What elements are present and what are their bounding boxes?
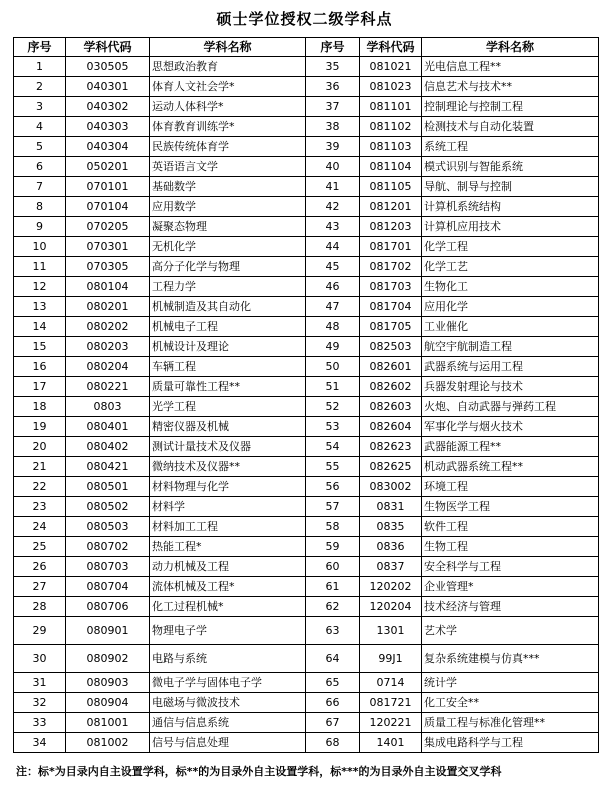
subject-name: 材料物理与化学 <box>150 477 306 497</box>
row-index: 35 <box>306 57 360 77</box>
subject-code: 081702 <box>360 257 422 277</box>
table-row <box>14 597 599 617</box>
row-index: 31 <box>14 673 66 693</box>
page-title: 硕士学位授权二级学科点 <box>216 10 393 28</box>
subject-name: 工程力学 <box>150 277 306 297</box>
table-row <box>14 645 599 673</box>
row-index: 17 <box>14 377 66 397</box>
header-code: 学科代码 <box>360 38 422 57</box>
row-index: 48 <box>306 317 360 337</box>
row-index: 4 <box>14 117 66 137</box>
row-index: 36 <box>306 77 360 97</box>
row-index: 24 <box>14 517 66 537</box>
subject-code: 081021 <box>360 57 422 77</box>
row-index: 3 <box>14 97 66 117</box>
table-row <box>14 617 599 645</box>
subject-name: 电磁场与微波技术 <box>150 693 306 713</box>
row-index: 63 <box>306 617 360 645</box>
row-index: 56 <box>306 477 360 497</box>
header-name: 学科名称 <box>422 38 599 57</box>
subject-code: 080901 <box>66 617 150 645</box>
subject-name: 通信与信息系统 <box>150 713 306 733</box>
row-index: 42 <box>306 197 360 217</box>
table-row <box>14 693 599 713</box>
subject-name: 流体机械及工程* <box>150 577 306 597</box>
row-index: 43 <box>306 217 360 237</box>
row-index: 39 <box>306 137 360 157</box>
subject-code: 081721 <box>360 693 422 713</box>
subject-code: 050201 <box>66 157 150 177</box>
row-index: 51 <box>306 377 360 397</box>
subject-code: 120204 <box>360 597 422 617</box>
table-row <box>14 713 599 733</box>
row-index: 14 <box>14 317 66 337</box>
subject-code: 081201 <box>360 197 422 217</box>
row-index: 19 <box>14 417 66 437</box>
row-index: 6 <box>14 157 66 177</box>
subject-name: 模式识别与智能系统 <box>422 157 599 177</box>
row-index: 8 <box>14 197 66 217</box>
table-row <box>14 437 599 457</box>
row-index: 32 <box>14 693 66 713</box>
row-index: 26 <box>14 557 66 577</box>
subject-name: 化工过程机械* <box>150 597 306 617</box>
subject-code: 0714 <box>360 673 422 693</box>
subject-code: 082604 <box>360 417 422 437</box>
header-row <box>14 38 599 57</box>
row-index: 29 <box>14 617 66 645</box>
subject-name: 机械设计及理论 <box>150 337 306 357</box>
row-index: 62 <box>306 597 360 617</box>
subject-code: 080704 <box>66 577 150 597</box>
row-index: 5 <box>14 137 66 157</box>
subject-code: 080202 <box>66 317 150 337</box>
row-index: 57 <box>306 497 360 517</box>
subject-name: 兵器发射理论与技术 <box>422 377 599 397</box>
subject-name: 化学工艺 <box>422 257 599 277</box>
subject-code: 070205 <box>66 217 150 237</box>
subject-name: 化学工程 <box>422 237 599 257</box>
subject-code: 040301 <box>66 77 150 97</box>
row-index: 22 <box>14 477 66 497</box>
table-row <box>14 317 599 337</box>
row-index: 64 <box>306 645 360 673</box>
subject-name: 化工安全** <box>422 693 599 713</box>
row-index: 21 <box>14 457 66 477</box>
subject-name: 思想政治教育 <box>150 57 306 77</box>
row-index: 49 <box>306 337 360 357</box>
row-index: 52 <box>306 397 360 417</box>
table-row <box>14 237 599 257</box>
table-row <box>14 137 599 157</box>
subject-name: 热能工程* <box>150 537 306 557</box>
row-index: 45 <box>306 257 360 277</box>
table-row <box>14 297 599 317</box>
subject-name: 统计学 <box>422 673 599 693</box>
subject-code: 083002 <box>360 477 422 497</box>
subject-name: 英语语言文学 <box>150 157 306 177</box>
subject-name: 信号与信息处理 <box>150 733 306 753</box>
subject-code: 082625 <box>360 457 422 477</box>
subject-name: 航空宇航制造工程 <box>422 337 599 357</box>
table-row <box>14 77 599 97</box>
table-row <box>14 157 599 177</box>
subject-code: 081105 <box>360 177 422 197</box>
subject-name: 生物工程 <box>422 537 599 557</box>
subject-name: 检测技术与自动化装置 <box>422 117 599 137</box>
row-index: 44 <box>306 237 360 257</box>
subject-code: 120202 <box>360 577 422 597</box>
subject-code: 080221 <box>66 377 150 397</box>
table-row <box>14 417 599 437</box>
subject-name: 运动人体科学* <box>150 97 306 117</box>
subject-name: 动力机械及工程 <box>150 557 306 577</box>
row-index: 67 <box>306 713 360 733</box>
row-index: 9 <box>14 217 66 237</box>
subject-name: 机械电子工程 <box>150 317 306 337</box>
row-index: 23 <box>14 497 66 517</box>
subject-name: 软件工程 <box>422 517 599 537</box>
subject-name: 民族传统体育学 <box>150 137 306 157</box>
footnote: 注：标*为目录内自主设置学科，标**的为目录外自主设置学科，标***的为目录外自主设置交叉学科 <box>16 765 502 778</box>
subject-code: 080706 <box>66 597 150 617</box>
subject-name: 火炮、自动武器与弹药工程 <box>422 397 599 417</box>
row-index: 13 <box>14 297 66 317</box>
subject-code: 0836 <box>360 537 422 557</box>
row-index: 15 <box>14 337 66 357</box>
subject-code: 082601 <box>360 357 422 377</box>
subject-name: 企业管理* <box>422 577 599 597</box>
subject-name: 计算机系统结构 <box>422 197 599 217</box>
subject-name: 环境工程 <box>422 477 599 497</box>
table-row <box>14 517 599 537</box>
subject-name: 技术经济与管理 <box>422 597 599 617</box>
subject-code: 081002 <box>66 733 150 753</box>
subject-name: 光电信息工程** <box>422 57 599 77</box>
header-index: 序号 <box>306 38 360 57</box>
table-row <box>14 217 599 237</box>
subject-name: 体育教育训练学* <box>150 117 306 137</box>
subject-name: 机动武器系统工程** <box>422 457 599 477</box>
subject-name: 精密仪器及机械 <box>150 417 306 437</box>
table-row <box>14 673 599 693</box>
subject-code: 120221 <box>360 713 422 733</box>
subject-name: 生物医学工程 <box>422 497 599 517</box>
subject-name: 艺术学 <box>422 617 599 645</box>
subject-code: 080104 <box>66 277 150 297</box>
row-index: 55 <box>306 457 360 477</box>
subject-code: 0837 <box>360 557 422 577</box>
table-row <box>14 733 599 753</box>
subject-name: 复杂系统建模与仿真*** <box>422 645 599 673</box>
subject-name: 机械制造及其自动化 <box>150 297 306 317</box>
row-index: 12 <box>14 277 66 297</box>
table-row <box>14 577 599 597</box>
subject-name: 无机化学 <box>150 237 306 257</box>
table-row <box>14 277 599 297</box>
table-row <box>14 497 599 517</box>
subject-name: 武器系统与运用工程 <box>422 357 599 377</box>
row-index: 41 <box>306 177 360 197</box>
subject-name: 应用数学 <box>150 197 306 217</box>
subject-name: 光学工程 <box>150 397 306 417</box>
row-index: 28 <box>14 597 66 617</box>
row-index: 18 <box>14 397 66 417</box>
subject-code: 081704 <box>360 297 422 317</box>
row-index: 27 <box>14 577 66 597</box>
row-index: 40 <box>306 157 360 177</box>
subject-name: 高分子化学与物理 <box>150 257 306 277</box>
row-index: 50 <box>306 357 360 377</box>
subject-code: 081701 <box>360 237 422 257</box>
subject-code: 082503 <box>360 337 422 357</box>
row-index: 65 <box>306 673 360 693</box>
subject-code: 081001 <box>66 713 150 733</box>
discipline-table <box>13 37 599 753</box>
table-row <box>14 457 599 477</box>
row-index: 30 <box>14 645 66 673</box>
row-index: 2 <box>14 77 66 97</box>
row-index: 53 <box>306 417 360 437</box>
subject-name: 安全科学与工程 <box>422 557 599 577</box>
subject-code: 080501 <box>66 477 150 497</box>
row-index: 59 <box>306 537 360 557</box>
subject-code: 1301 <box>360 617 422 645</box>
subject-code: 080402 <box>66 437 150 457</box>
subject-code: 080503 <box>66 517 150 537</box>
subject-name: 体育人文社会学* <box>150 77 306 97</box>
row-index: 54 <box>306 437 360 457</box>
subject-name: 军事化学与烟火技术 <box>422 417 599 437</box>
subject-code: 0803 <box>66 397 150 417</box>
row-index: 66 <box>306 693 360 713</box>
subject-name: 应用化学 <box>422 297 599 317</box>
table-row <box>14 537 599 557</box>
subject-name: 材料加工工程 <box>150 517 306 537</box>
subject-name: 材料学 <box>150 497 306 517</box>
subject-code: 081203 <box>360 217 422 237</box>
subject-code: 080401 <box>66 417 150 437</box>
row-index: 11 <box>14 257 66 277</box>
subject-name: 工业催化 <box>422 317 599 337</box>
subject-name: 基础数学 <box>150 177 306 197</box>
subject-name: 计算机应用技术 <box>422 217 599 237</box>
subject-code: 030505 <box>66 57 150 77</box>
subject-name: 质量工程与标准化管理** <box>422 713 599 733</box>
subject-name: 车辆工程 <box>150 357 306 377</box>
subject-code: 081101 <box>360 97 422 117</box>
subject-code: 070104 <box>66 197 150 217</box>
table-row <box>14 337 599 357</box>
row-index: 58 <box>306 517 360 537</box>
subject-name: 质量可靠性工程** <box>150 377 306 397</box>
subject-name: 测试计量技术及仪器 <box>150 437 306 457</box>
subject-code: 99J1 <box>360 645 422 673</box>
subject-code: 081103 <box>360 137 422 157</box>
subject-code: 082602 <box>360 377 422 397</box>
subject-code: 1401 <box>360 733 422 753</box>
subject-code: 070101 <box>66 177 150 197</box>
subject-name: 导航、制导与控制 <box>422 177 599 197</box>
subject-name: 微纳技术及仪器** <box>150 457 306 477</box>
subject-code: 080203 <box>66 337 150 357</box>
table-row <box>14 197 599 217</box>
table-row <box>14 97 599 117</box>
subject-code: 080903 <box>66 673 150 693</box>
subject-code: 081705 <box>360 317 422 337</box>
subject-name: 物理电子学 <box>150 617 306 645</box>
subject-code: 080703 <box>66 557 150 577</box>
table-row <box>14 57 599 77</box>
subject-name: 集成电路科学与工程 <box>422 733 599 753</box>
subject-code: 080702 <box>66 537 150 557</box>
row-index: 68 <box>306 733 360 753</box>
subject-code: 081703 <box>360 277 422 297</box>
subject-code: 080904 <box>66 693 150 713</box>
table-row <box>14 177 599 197</box>
subject-name: 信息艺术与技术** <box>422 77 599 97</box>
subject-name: 生物化工 <box>422 277 599 297</box>
row-index: 7 <box>14 177 66 197</box>
table-row <box>14 117 599 137</box>
row-index: 10 <box>14 237 66 257</box>
subject-name: 微电子学与固体电子学 <box>150 673 306 693</box>
row-index: 34 <box>14 733 66 753</box>
row-index: 25 <box>14 537 66 557</box>
subject-code: 081104 <box>360 157 422 177</box>
subject-name: 系统工程 <box>422 137 599 157</box>
subject-name: 武器能源工程** <box>422 437 599 457</box>
subject-code: 040302 <box>66 97 150 117</box>
row-index: 61 <box>306 577 360 597</box>
row-index: 38 <box>306 117 360 137</box>
subject-name: 电路与系统 <box>150 645 306 673</box>
header-name: 学科名称 <box>150 38 306 57</box>
subject-code: 070301 <box>66 237 150 257</box>
subject-code: 0831 <box>360 497 422 517</box>
table-row <box>14 397 599 417</box>
header-index: 序号 <box>14 38 66 57</box>
row-index: 33 <box>14 713 66 733</box>
subject-code: 080201 <box>66 297 150 317</box>
header-code: 学科代码 <box>66 38 150 57</box>
row-index: 60 <box>306 557 360 577</box>
row-index: 1 <box>14 57 66 77</box>
subject-name: 控制理论与控制工程 <box>422 97 599 117</box>
subject-code: 080421 <box>66 457 150 477</box>
subject-code: 081023 <box>360 77 422 97</box>
row-index: 46 <box>306 277 360 297</box>
row-index: 37 <box>306 97 360 117</box>
subject-code: 080502 <box>66 497 150 517</box>
row-index: 16 <box>14 357 66 377</box>
table-row <box>14 257 599 277</box>
subject-code: 080204 <box>66 357 150 377</box>
subject-code: 040304 <box>66 137 150 157</box>
subject-code: 082623 <box>360 437 422 457</box>
table-row <box>14 377 599 397</box>
table-row <box>14 477 599 497</box>
row-index: 20 <box>14 437 66 457</box>
subject-code: 080902 <box>66 645 150 673</box>
subject-code: 040303 <box>66 117 150 137</box>
row-index: 47 <box>306 297 360 317</box>
subject-code: 082603 <box>360 397 422 417</box>
subject-code: 081102 <box>360 117 422 137</box>
subject-code: 070305 <box>66 257 150 277</box>
subject-name: 凝聚态物理 <box>150 217 306 237</box>
table-row <box>14 557 599 577</box>
table-row <box>14 357 599 377</box>
subject-code: 0835 <box>360 517 422 537</box>
